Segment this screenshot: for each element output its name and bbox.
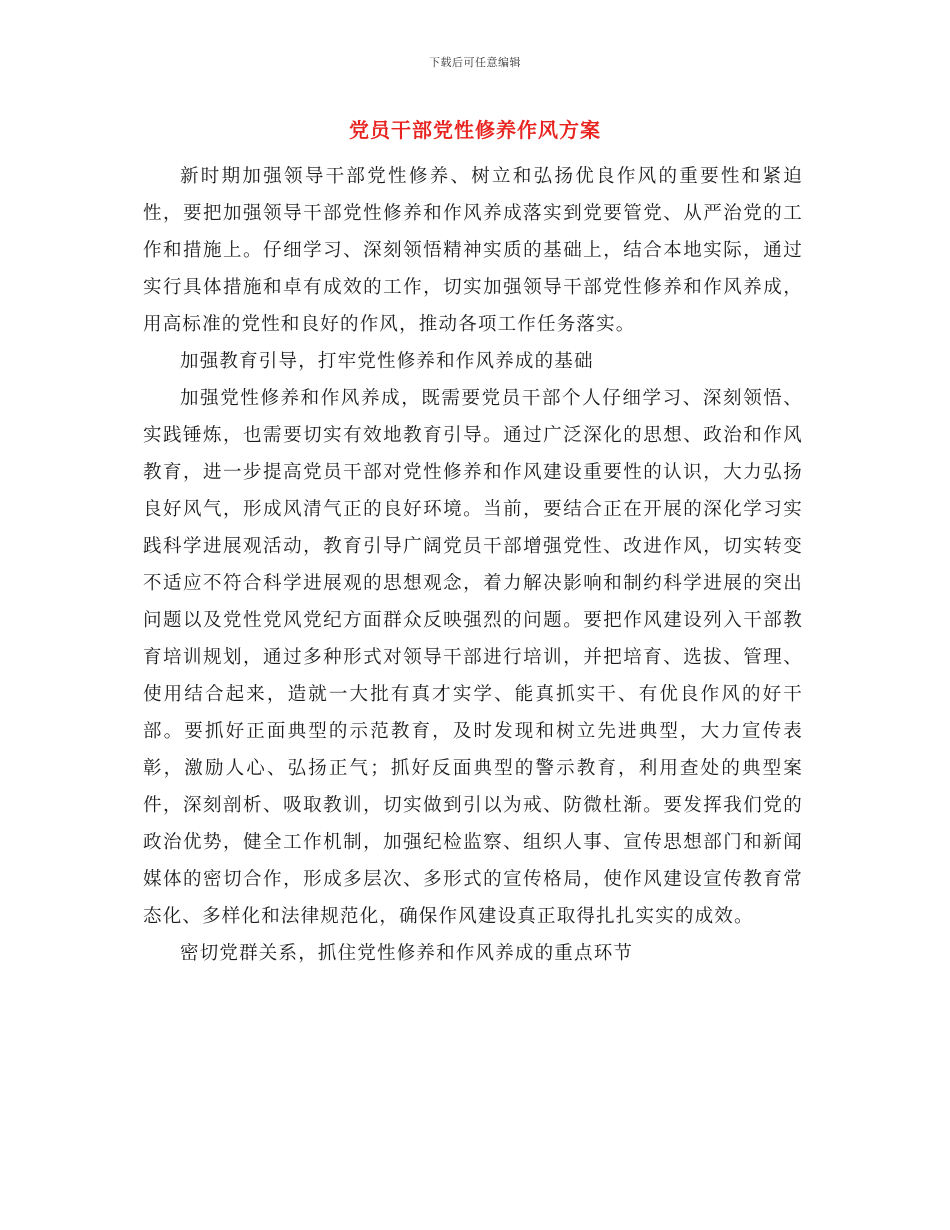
header-note: 下载后可任意编辑 bbox=[429, 56, 521, 69]
document-body bbox=[143, 158, 803, 972]
intro-paragraph: 新时期加强领导干部党性修养、树立和弘扬优良作风的重要性和紧迫性，要把加强领导干部党性修养和作风养成落实到党要管党、从严治党的工作和措施上。仔细学习、深刻领悟精神实质的基础上，结合本地实际，通过实行具体措施和卓有成效的工作，切实加强领导干部党性修养和作风养成，用高标准的党性和良好的作风，推动各项工作任务落实。 bbox=[143, 166, 803, 335]
education-paragraph: 加强党性修养和作风养成，既需要党员干部个人仔细学习、深刻领悟、实践锤炼，也需要切实有效地教育引导。通过广泛深化的思想、政治和作风教育，进一步提高党员干部对党性修养和作风建设重要性的认识，大力弘扬良好风气，形成风清气正的良好环境。当前，要结合正在开展的深化学习实践科学进展观活动，教育引导广阔党员干部增强党性、改进作风，切实转变不适应不符合科学进展观的思想观念，着力解决影响和制约科学进展的突出问题以及党性党风党纪方面群众反映强烈的问题。要把作风建设列入干部教育培训规划，通过多种形式对领导干部进行培训，并把培育、选拔、管理、使用结合起来，造就一大批有真才实学、能真抓实干、有优良作风的好干部。要抓好正面典型的示范教育，及时发现和树立先进典型，大力宣传表彰，激励人心、弘扬正气；抓好反面典型的警示教育，利用查处的典型案件，深刻剖析、吸取教训，切实做到引以为戒、防微杜渐。要发挥我们党的政治优势，健全工作机制，加强纪检监察、组织人事、宣传思想部门和新闻媒体的密切合作，形成多层次、多形式的宣传格局，使作风建设宣传教育常态化、多样化和法律规范化，确保作风建设真正取得扎扎实实的成效。 bbox=[143, 388, 803, 927]
section-heading-relations: 密切党群关系，抓住党性修养和作风养成的重点环节 bbox=[180, 943, 634, 964]
section-heading-education: 加强教育引导，打牢党性修养和作风养成的基础 bbox=[180, 351, 594, 372]
document-title: 党员干部党性修养作风方案 bbox=[349, 118, 601, 142]
